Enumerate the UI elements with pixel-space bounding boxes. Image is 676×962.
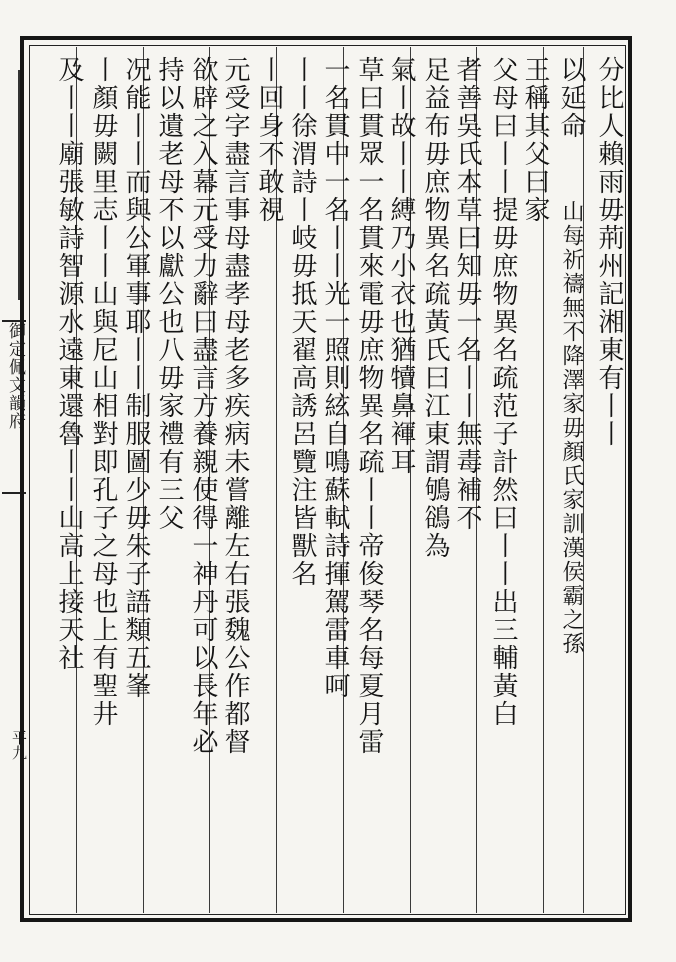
text-column: 丨顏毋闕里志丨丨山與尼山相對即孔子之母也上有聖井 [88, 56, 118, 728]
page-number: 平九 [10, 730, 28, 760]
text-column: 足益布毋庶物異名疏黃氏曰江東謂鴝鵒為 [420, 56, 450, 560]
text-column: 丨回身不敢視 [254, 56, 284, 224]
margin-title: 御定佩文韻府 [2, 320, 26, 494]
text-column: 氣丨故丨丨縛乃小衣也猶犢鼻褌耳 [386, 56, 416, 476]
text-column: 父母曰丨丨提毋庶物異名疏范子計然曰丨丨出三輔黃白 [488, 56, 518, 728]
text-column: 持以遺老母不以獻公也八毋家禮有三父 [154, 56, 184, 532]
text-column: 况能丨丨而與公軍事耶丨丨制服圖少毋朱子語類五峯 [121, 56, 151, 700]
text-column: 欲辟之入幕元受力辭曰盡言方養親使得一神丹可以長年必 [188, 56, 218, 756]
text-column-fragment: 山每祈禱無不降澤家毋顏氏家訓漢侯霸之孫 [559, 200, 584, 656]
text-column: 以延命 [556, 56, 586, 140]
text-column: 草曰貫眾一名貫來電毋庶物異名疏丨丨帝俊琴名每夏月雷 [354, 56, 384, 756]
text-column: 元受字盡言事母盡孝母老多疾病未嘗離左右張魏公作都督 [220, 56, 250, 756]
text-column: 及丨丨廟張敏詩智源水遠東還魯丨丨山高上接天社 [54, 56, 84, 672]
text-column: 者善吳氏本草曰知毋一名丨丨無毒補不 [452, 56, 482, 532]
margin-strip [0, 70, 20, 300]
text-column: 分比人賴雨毋荊州記湘東有丨丨 [594, 56, 624, 448]
text-column: 丨丨徐渭詩丨岐毋抵天翟高誘呂覽注皆獸名 [287, 56, 317, 588]
text-column: 王稱其父曰家 [520, 56, 550, 224]
text-column: 一名貫中一名丨丨光一照則絃自鳴蘇軾詩揮駕雷車呵 [320, 56, 350, 700]
